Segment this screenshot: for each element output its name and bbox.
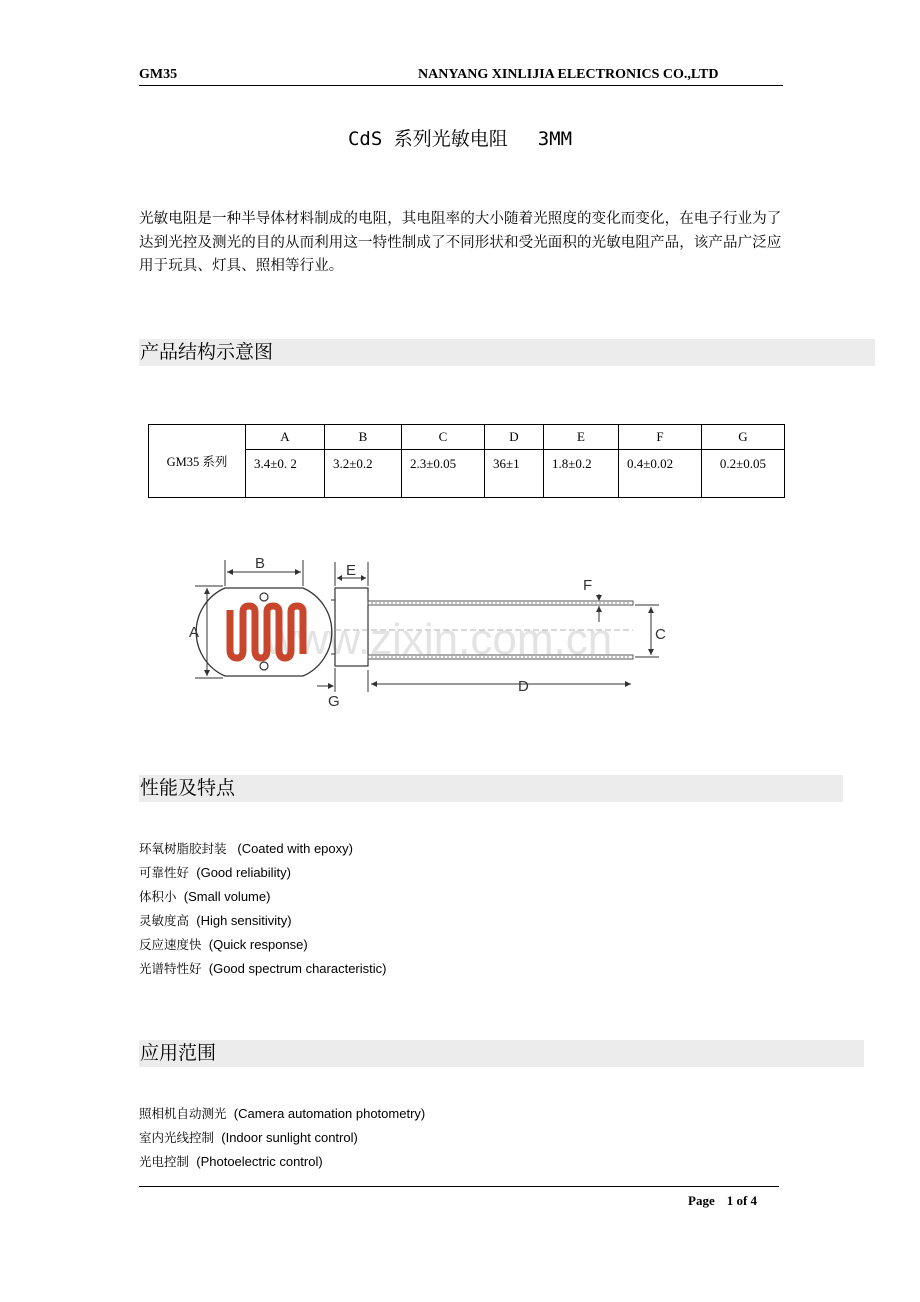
label-b: B <box>255 555 266 572</box>
header-company: NANYANG XINLIJIA ELECTRONICS CO.,LTD <box>418 67 719 82</box>
list-item: 灵敏度高 (High sensitivity) <box>139 913 292 928</box>
list-item: 光电控制 (Photoelectric control) <box>139 1154 323 1169</box>
value-a: 3.4±0. 2 <box>246 450 325 498</box>
value-d: 36±1 <box>485 450 544 498</box>
list-item: 室内光线控制 (Indoor sunlight control) <box>139 1130 358 1145</box>
list-item: 环氧树脂胶封装 (Coated with epoxy) <box>139 841 353 856</box>
col-header-c: C <box>402 425 485 450</box>
section-applications-title: 应用范围 <box>140 1042 217 1064</box>
col-header-g: G <box>702 425 785 450</box>
value-e: 1.8±0.2 <box>544 450 619 498</box>
list-item: 可靠性好 (Good reliability) <box>139 865 291 880</box>
label-a: A <box>189 624 200 641</box>
page-title <box>0 124 920 151</box>
section-applications <box>139 1040 864 1067</box>
label-d: D <box>518 678 529 695</box>
footer-rule <box>139 1186 779 1187</box>
page-value: 1 of 4 <box>726 1193 758 1208</box>
section-structure-title: 产品结构示意图 <box>140 341 274 363</box>
section-features-title: 性能及特点 <box>140 777 236 799</box>
col-header-f: F <box>619 425 702 450</box>
label-c: C <box>655 626 666 643</box>
col-header-a: A <box>246 425 325 450</box>
list-item: 照相机自动测光 (Camera automation photometry) <box>139 1106 426 1121</box>
page-label: Page <box>688 1193 715 1208</box>
title-size: 3MM <box>537 128 573 150</box>
list-item: 体积小 (Small volume) <box>139 889 271 904</box>
title-main: CdS 系列光敏电阻 <box>347 128 508 150</box>
series-label: GM35 系列 <box>149 425 246 498</box>
intro-paragraph: 光敏电阻是一种半导体材料制成的电阻，其电阻率的大小随着光照度的变化而变化，在电子行业为了达到光控及测光的目的从而利用这一特性制成了不同形状和受光面积的光敏电阻产品，该产品广泛应用于玩具、灯具、照相等行业。 <box>139 211 782 274</box>
header-rule <box>139 85 783 86</box>
features-list <box>139 837 386 981</box>
list-item: 光谱特性好 (Good spectrum characteristic) <box>139 961 387 976</box>
col-header-b: B <box>325 425 402 450</box>
sensor-element <box>230 606 303 658</box>
section-structure <box>139 339 875 366</box>
label-f: F <box>583 577 593 594</box>
diagram-watermark: www.zixin.com.cn <box>265 615 613 664</box>
applications-list <box>139 1102 425 1174</box>
col-header-d: D <box>485 425 544 450</box>
dimension-table <box>148 424 785 498</box>
page-number <box>688 1193 757 1209</box>
header-model: GM35 <box>139 67 178 82</box>
section-features <box>139 775 843 802</box>
label-g: G <box>328 693 340 710</box>
structure-diagram <box>185 550 705 720</box>
label-e: E <box>346 562 357 579</box>
list-item: 反应速度快 (Quick response) <box>139 937 308 952</box>
value-f: 0.4±0.02 <box>619 450 702 498</box>
value-c: 2.3±0.05 <box>402 450 485 498</box>
value-b: 3.2±0.2 <box>325 450 402 498</box>
col-header-e: E <box>544 425 619 450</box>
value-g: 0.2±0.05 <box>702 450 785 498</box>
